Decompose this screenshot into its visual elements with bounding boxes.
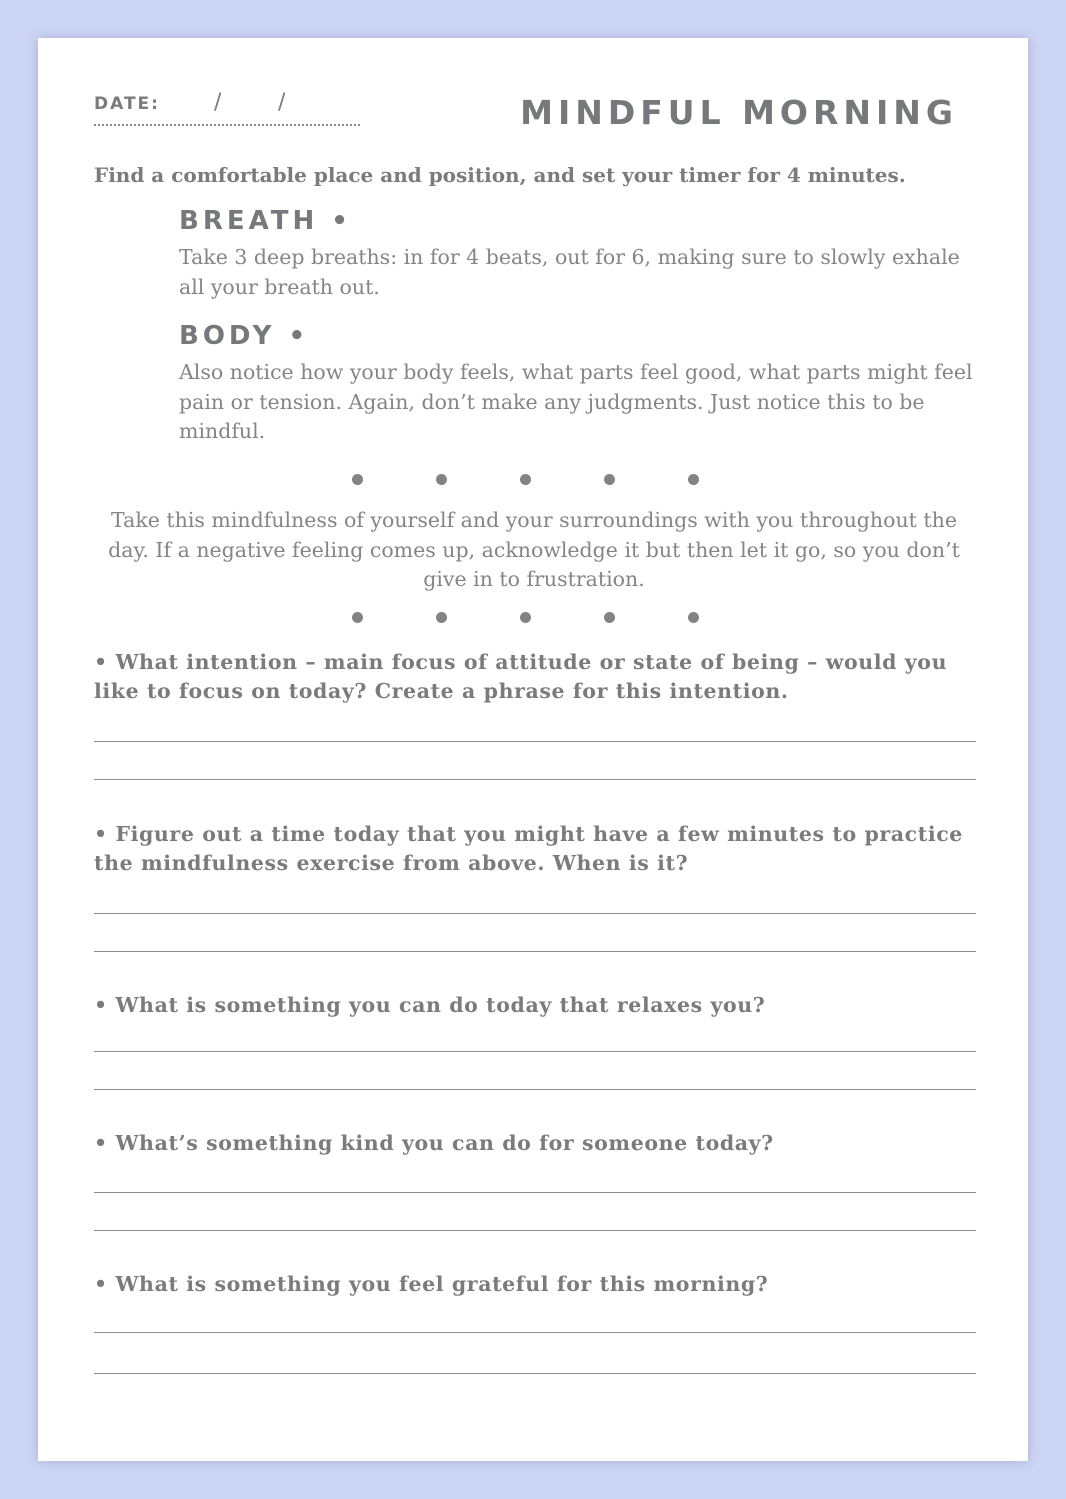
date-label: DATE: xyxy=(94,94,160,114)
divider-dot xyxy=(352,612,363,623)
answer-line[interactable] xyxy=(94,1230,976,1231)
answer-line[interactable] xyxy=(94,1192,976,1193)
divider-dot xyxy=(688,474,699,485)
question-practice-time: • Figure out a time today that you might have a few minutes to practice the mindfulness exercise from above. When is it? xyxy=(94,822,963,875)
date-slash-2: / xyxy=(278,90,286,115)
divider-dot xyxy=(604,474,615,485)
answer-line[interactable] xyxy=(94,779,976,780)
date-field[interactable] xyxy=(94,92,362,116)
divider-dot xyxy=(688,612,699,623)
answer-line[interactable] xyxy=(94,913,976,914)
divider-dot xyxy=(604,612,615,623)
intro-instruction: Find a comfortable place and position, and set your timer for 4 minutes. xyxy=(94,163,906,187)
date-dotted-line xyxy=(94,124,360,126)
divider-dots-top xyxy=(38,474,1028,488)
answer-line[interactable] xyxy=(94,1373,976,1374)
question-kindness: • What’s something kind you can do for someone today? xyxy=(94,1131,774,1155)
section-body-heading: BODY • xyxy=(179,321,310,351)
answer-line[interactable] xyxy=(94,741,976,742)
question-relax: • What is something you can do today that relaxes you? xyxy=(94,993,766,1017)
section-body-body: Also notice how your body feels, what parts feel good, what parts might feel pain or tension. Again, don’t make any judgments. Just notice this to be mindful. xyxy=(179,360,973,443)
divider-dot xyxy=(436,612,447,623)
journal-page xyxy=(38,38,1028,1461)
question-grateful: • What is something you feel grateful for this morning? xyxy=(94,1272,769,1296)
question-intention: • What intention – main focus of attitude or state of being – would you like to focus on today? Create a phrase for this intention. xyxy=(94,650,948,703)
divider-dot xyxy=(352,474,363,485)
divider-dots-bottom xyxy=(38,612,1028,626)
section-breath-heading: BREATH • xyxy=(179,206,352,236)
section-breath-body: Take 3 deep breaths: in for 4 beats, out for 6, making sure to slowly exhale all your breath out. xyxy=(179,245,960,299)
answer-line[interactable] xyxy=(94,951,976,952)
answer-line[interactable] xyxy=(94,1089,976,1090)
divider-dot xyxy=(520,612,531,623)
date-slash-1: / xyxy=(214,90,222,115)
divider-dot xyxy=(520,474,531,485)
reflection-text: Take this mindfulness of yourself and your surroundings with you throughout the day. If a negative feeling comes up, acknowledge it but then let it go, so you don’t give in to frustration. xyxy=(108,508,960,591)
answer-line[interactable] xyxy=(94,1332,976,1333)
page-title: MINDFUL MORNING xyxy=(520,93,958,132)
divider-dot xyxy=(436,474,447,485)
answer-line[interactable] xyxy=(94,1051,976,1052)
